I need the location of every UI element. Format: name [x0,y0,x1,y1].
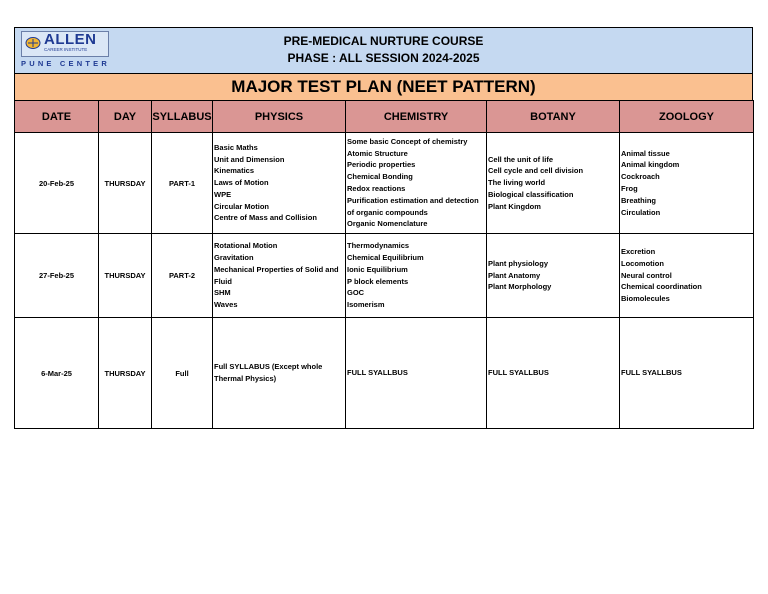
topic: WPE [214,189,232,199]
syllabus-cell: Full [152,318,213,429]
botany-cell [487,133,620,234]
physics-cell [213,318,346,429]
chemistry-cell [346,318,487,429]
day-cell: THURSDAY [99,234,152,318]
topic: Cell the unit of life [488,154,553,164]
topic: FULL SYALLBUS [621,368,682,378]
col-header-date: DATE [15,101,99,133]
topic: Plant Morphology [488,282,552,292]
col-header-zoology: ZOOLOGY [620,101,754,133]
topic: Laws of Motion [214,178,269,188]
topic: Waves [214,300,238,310]
topic: Isomerism [347,300,385,310]
schedule-table [14,100,754,429]
topic: Redox reactions [347,184,406,193]
table-row [15,234,754,318]
topic: Purification estimation and detection [347,195,479,205]
zoology-cell [620,234,754,318]
syllabus-cell: PART-2 [152,234,213,318]
topic: Circulation [621,207,661,217]
date-cell: 6-Mar-25 [15,318,99,429]
topic: Ionic Equilibrium [347,264,408,274]
topic: Kinematics [214,166,255,176]
header-title [15,33,752,67]
topic: Periodic properties [347,160,416,170]
topic: GOC [347,288,365,298]
table-row [15,318,754,429]
topic: Chemical Equilibrium [347,252,424,262]
topic: Thermal Physics) [214,374,277,383]
topic: Basic Maths [214,142,258,152]
col-header-day: DAY [99,101,152,133]
topic: SHM [214,288,231,298]
botany-cell [487,234,620,318]
zoology-cell [620,318,754,429]
date-cell: 27-Feb-25 [15,234,99,318]
topic: Centre of Mass and Collision [214,213,317,223]
topic: Plant Anatomy [488,270,541,280]
phase-title: PHASE : ALL SESSION 2024-2025 [287,51,480,65]
topic: of organic compounds [347,207,428,217]
header-row [15,101,754,133]
topic: Excretion [621,247,656,256]
topic: Locomotion [621,258,664,268]
allen-logo: ALLEN CAREER INSTITUTE PUNE CENTER [21,31,110,68]
chemistry-cell [346,234,487,318]
topic: Unit and Dimension [214,154,285,164]
day-cell: THURSDAY [99,318,152,429]
day-cell: THURSDAY [99,133,152,234]
topic: Animal tissue [621,148,670,158]
topic: Biomolecules [621,294,670,304]
topic: Organic Nomenclature [347,219,428,229]
topic: Cockroach [621,172,660,182]
col-header-physics: PHYSICS [213,101,346,133]
topic: Mechanical Properties of Solid and [214,264,339,274]
topic: Full SYLLABUS (Except whole [214,362,323,372]
col-header-chemistry: CHEMISTRY [346,101,487,133]
topic: Plant Kingdom [488,201,541,211]
topic: Biological classification [488,189,574,199]
course-title: PRE-MEDICAL NURTURE COURSE [283,34,484,48]
topic: Some basic Concept of chemistry [347,136,468,146]
topic: Animal kingdom [621,160,680,170]
chemistry-cell [346,133,487,234]
topic: Rotational Motion [214,241,278,251]
topic: Atomic Structure [347,148,408,158]
zoology-cell [620,133,754,234]
topic: Thermodynamics [347,241,410,251]
date-cell: 20-Feb-25 [15,133,99,234]
plan-title: MAJOR TEST PLAN (NEET PATTERN) [14,73,753,100]
physics-cell [213,133,346,234]
topic: FULL SYALLBUS [488,368,549,378]
topic: Fluid [214,276,232,286]
topic: Gravitation [214,252,254,262]
botany-cell [487,318,620,429]
sheet-header [14,27,753,73]
topic: Frog [621,184,638,193]
topic: The living world [488,178,546,188]
col-header-syllabus: SYLLABUS [152,101,213,133]
topic: Breathing [621,195,657,205]
topic: Circular Motion [214,201,270,211]
syllabus-cell: PART-1 [152,133,213,234]
topic: Chemical coordination [621,282,702,292]
topic: Chemical Bonding [347,172,413,182]
topic: FULL SYALLBUS [347,368,408,378]
topic: Cell cycle and cell division [488,166,584,176]
topic: P block elements [347,276,409,286]
topic: Neural control [621,270,672,280]
topic: Plant physiology [488,258,549,268]
table-row [15,133,754,234]
physics-cell [213,234,346,318]
col-header-botany: BOTANY [487,101,620,133]
test-plan-sheet [14,27,753,429]
